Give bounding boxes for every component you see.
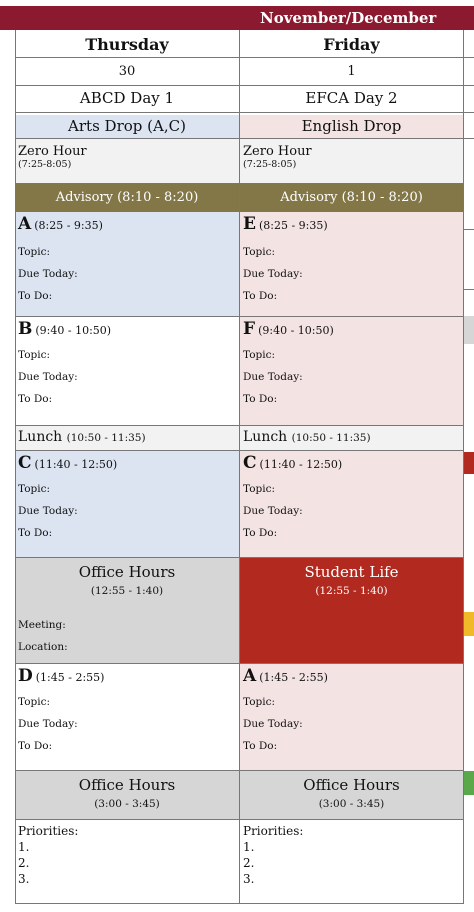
block-to-do: To Do: <box>243 393 278 405</box>
block-due-today: Due Today: <box>243 505 303 517</box>
grid-line <box>463 289 474 290</box>
lunch-label: Lunch <box>18 429 63 445</box>
grid-line <box>463 30 464 904</box>
block-c-thursday[interactable] <box>15 451 239 557</box>
block-title <box>18 320 239 340</box>
grid-line <box>15 557 463 558</box>
block-letter: F <box>243 319 256 339</box>
block-time: (8:25 - 9:35) <box>258 219 328 232</box>
advisory-thursday[interactable]: Advisory (8:10 - 8:20) <box>15 184 239 212</box>
block-title <box>243 215 463 235</box>
priorities-label: Priorities: <box>243 824 304 838</box>
day-header-thursday: Thursday <box>85 35 169 54</box>
grid-line <box>15 112 474 113</box>
block-time: (9:40 - 10:50) <box>258 324 334 337</box>
block-to-do: To Do: <box>18 393 53 405</box>
block-due-today: Due Today: <box>18 505 78 517</box>
block-letter: A <box>243 666 257 686</box>
zero-hour-time: (7:25-8:05) <box>18 159 72 170</box>
grid-line <box>15 663 463 664</box>
advisory-friday[interactable]: Advisory (8:10 - 8:20) <box>240 184 463 212</box>
block-letter: C <box>243 453 257 473</box>
month-label: November/December <box>260 9 437 27</box>
student-life-title: Student Life <box>304 563 399 581</box>
block-to-do: To Do: <box>18 290 53 302</box>
block-a-friday[interactable] <box>240 664 463 770</box>
office-hours-title: Office Hours <box>78 563 176 581</box>
office-hours-afternoon-friday[interactable] <box>240 771 463 819</box>
month-header <box>0 6 474 30</box>
office-hours-afternoon-thursday[interactable] <box>15 771 239 819</box>
block-time: (1:45 - 2:55) <box>35 671 105 684</box>
rotation-thursday: ABCD Day 1 <box>79 89 175 107</box>
block-topic: Topic: <box>18 246 51 258</box>
zero-hour-friday[interactable] <box>240 139 463 183</box>
drop-thursday: Arts Drop (A,C) <box>15 115 239 138</box>
grid-line <box>15 183 463 184</box>
block-topic: Topic: <box>243 696 276 708</box>
grid-line <box>15 316 463 317</box>
priority-item: 1. <box>243 840 255 854</box>
lunch-time: (10:50 - 11:35) <box>291 432 371 444</box>
priorities-thursday[interactable] <box>15 821 239 903</box>
day-header-friday: Friday <box>323 35 380 54</box>
block-letter: D <box>18 666 33 686</box>
block-d-thursday[interactable] <box>15 664 239 770</box>
block-to-do: To Do: <box>243 740 278 752</box>
lunch-friday[interactable] <box>240 426 463 450</box>
office-hours-title: Office Hours <box>78 776 176 794</box>
block-title <box>243 667 463 687</box>
priority-item: 2. <box>243 856 255 870</box>
date-friday: 1 <box>347 64 356 79</box>
block-due-today: Due Today: <box>18 371 78 383</box>
student-life-friday[interactable] <box>240 558 463 663</box>
office-hours-title: Office Hours <box>303 776 400 794</box>
priorities-label: Priorities: <box>18 824 79 838</box>
block-to-do: To Do: <box>243 290 278 302</box>
lunch-label: Lunch <box>243 429 288 445</box>
block-due-today: Due Today: <box>18 718 78 730</box>
grid-line <box>15 57 474 58</box>
block-title <box>243 320 463 340</box>
block-due-today: Due Today: <box>243 268 303 280</box>
office-hours-time: (3:00 - 3:45) <box>94 798 160 810</box>
next-column-fragment <box>463 771 474 795</box>
next-column-fragment <box>463 612 474 636</box>
grid-line <box>15 425 463 426</box>
block-time: (8:25 - 9:35) <box>34 219 103 232</box>
block-f-friday[interactable] <box>240 317 463 425</box>
block-time: (9:40 - 10:50) <box>35 324 112 337</box>
next-column-fragment <box>463 452 474 474</box>
block-title <box>243 454 463 474</box>
block-to-do: To Do: <box>18 527 53 539</box>
office-hours-time: (12:55 - 1:40) <box>90 585 164 597</box>
lunch-thursday[interactable] <box>15 426 239 450</box>
meeting-field: Meeting: <box>18 619 66 631</box>
grid-line <box>15 819 463 820</box>
block-e-friday[interactable] <box>240 212 463 316</box>
location-field: Location: <box>18 641 68 653</box>
grid-line <box>15 770 463 771</box>
lunch-time: (10:50 - 11:35) <box>66 432 146 444</box>
student-life-time: (12:55 - 1:40) <box>315 585 388 597</box>
block-due-today: Due Today: <box>243 371 303 383</box>
block-b-thursday[interactable] <box>15 317 239 425</box>
grid-line <box>15 138 474 139</box>
priority-item: 3. <box>18 872 30 886</box>
zero-hour-label: Zero Hour <box>18 144 87 159</box>
zero-hour-label: Zero Hour <box>243 144 312 159</box>
grid-line <box>463 229 474 230</box>
office-hours-midday-thursday[interactable] <box>15 558 239 663</box>
block-time: (1:45 - 2:55) <box>259 671 328 684</box>
block-topic: Topic: <box>18 483 51 495</box>
block-due-today: Due Today: <box>18 268 78 280</box>
block-title <box>18 454 239 474</box>
block-topic: Topic: <box>243 246 276 258</box>
block-letter: A <box>18 214 32 234</box>
block-letter: E <box>243 214 256 234</box>
priority-item: 3. <box>243 872 255 886</box>
block-letter: C <box>18 453 32 473</box>
block-time: (11:40 - 12:50) <box>259 458 343 471</box>
block-to-do: To Do: <box>243 527 278 539</box>
block-topic: Topic: <box>18 349 51 361</box>
priority-item: 2. <box>18 856 30 870</box>
block-c-friday[interactable] <box>240 451 463 557</box>
block-letter: B <box>18 319 33 339</box>
priority-item: 1. <box>18 840 30 854</box>
block-topic: Topic: <box>243 483 276 495</box>
next-column-fragment <box>463 316 474 344</box>
block-topic: Topic: <box>243 349 276 361</box>
block-a-thursday[interactable] <box>15 212 239 316</box>
grid-line <box>15 450 463 451</box>
priorities-friday[interactable] <box>240 821 463 903</box>
office-hours-time: (3:00 - 3:45) <box>318 798 385 810</box>
block-title <box>18 215 239 235</box>
rotation-friday: EFCA Day 2 <box>305 89 398 107</box>
grid-line <box>239 30 240 904</box>
block-to-do: To Do: <box>18 740 53 752</box>
block-topic: Topic: <box>18 696 51 708</box>
block-time: (11:40 - 12:50) <box>34 458 118 471</box>
date-thursday: 30 <box>118 64 136 79</box>
block-title <box>18 667 239 687</box>
block-due-today: Due Today: <box>243 718 303 730</box>
grid-line <box>15 30 16 904</box>
drop-friday: English Drop <box>240 115 463 138</box>
grid-line <box>15 903 463 904</box>
zero-hour-thursday[interactable] <box>15 139 239 183</box>
grid-line <box>15 85 474 86</box>
zero-hour-time: (7:25-8:05) <box>243 159 297 170</box>
